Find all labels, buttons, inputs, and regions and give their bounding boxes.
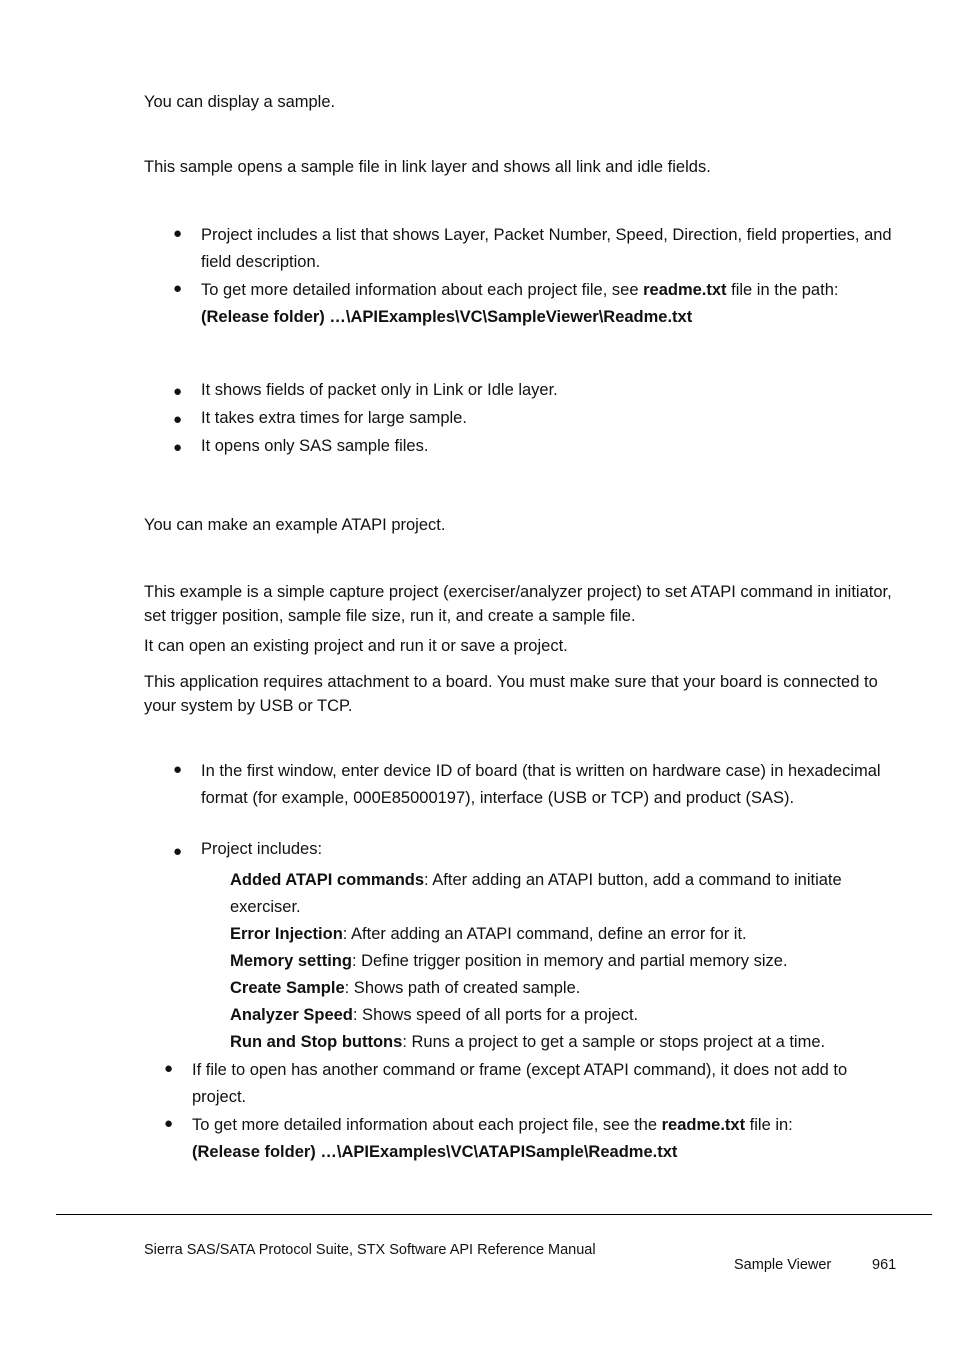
section1-intro: You can display a sample. [144, 93, 336, 111]
readme-prefix: To get more detailed information about each project file, see [201, 281, 644, 299]
project-item-term: Run and Stop buttons [230, 1033, 403, 1051]
limitation-item: It opens only SAS sample files. [201, 437, 429, 455]
bullet-icon: ● [173, 761, 183, 778]
bullet-icon: ● [173, 383, 183, 400]
bullet-icon: ● [164, 1060, 174, 1077]
readme-prefix: To get more detailed information about each project file, see the [192, 1116, 662, 1134]
section2-intro: You can make an example ATAPI project. [144, 516, 446, 534]
project-item [230, 867, 910, 921]
list-item: Project includes: [201, 840, 323, 858]
project-item-term: Memory setting [230, 952, 352, 970]
footer-page-number: 961 [872, 1257, 897, 1273]
project-item-term: Create Sample [230, 979, 345, 997]
bullet-icon: ● [173, 843, 183, 860]
footer-divider [56, 1214, 932, 1215]
list-item: If file to open has another command or frame (except ATAPI command), it does not add to project. [192, 1061, 848, 1106]
bullet-icon: ● [173, 280, 183, 297]
project-item-text: : After adding an ATAPI button, add a command to initiate exerciser. [230, 871, 842, 916]
bullet-icon: ● [164, 1115, 174, 1132]
project-item [230, 975, 910, 1002]
list-item [192, 1112, 902, 1166]
project-item-text: : Define trigger position in memory and partial memory size. [351, 952, 788, 970]
limitation-item: It takes extra times for large sample. [201, 409, 467, 427]
bullet-icon: ● [173, 439, 183, 456]
bullet-icon: ● [173, 411, 183, 428]
project-item-text: : After adding an ATAPI command, define an error for it. [342, 925, 747, 943]
project-item [230, 1029, 910, 1056]
section2-para2: It can open an existing project and run it or save a project. [144, 637, 568, 655]
section1-description: This sample opens a sample file in link layer and shows all link and idle fields. [144, 158, 711, 176]
project-item-term: Error Injection [230, 925, 343, 943]
section2-para3: This application requires attachment to a board. You must make sure that your board is connected to your system by USB or TCP. [144, 673, 878, 715]
section2-description: This example is a simple capture project (exerciser/analyzer project) to set ATAPI command in initiator, set trigger position, sample file size, run it, and create a sample file. [144, 583, 892, 625]
readme-filename: readme.txt [661, 1116, 746, 1134]
list-item [201, 277, 921, 331]
project-item-term: Added ATAPI commands [230, 871, 425, 889]
footer-section-name: Sample Viewer [734, 1257, 832, 1273]
bullet-icon: ● [173, 225, 183, 242]
project-item [230, 948, 910, 975]
project-item [230, 1002, 910, 1029]
list-item: In the first window, enter device ID of board (that is written on hardware case) in hexadecimal format (for example, 000E85000197), interface (USB or TCP) and product (SAS). [201, 762, 881, 807]
project-item-text: : Shows speed of all ports for a project. [352, 1006, 639, 1024]
limitation-item: It shows fields of packet only in Link or Idle layer. [201, 381, 558, 399]
readme-suffix: file in: [745, 1116, 793, 1134]
footer-manual-title: Sierra SAS/SATA Protocol Suite, STX Software API Reference Manual [144, 1242, 596, 1258]
readme-suffix: file in the path: [726, 281, 839, 299]
project-item-text: : Runs a project to get a sample or stops project at a time. [402, 1033, 826, 1051]
readme-path: (Release folder) …\APIExamples\VC\SampleViewer\Readme.txt [201, 308, 693, 326]
project-item-text: : Shows path of created sample. [344, 979, 581, 997]
readme-filename: readme.txt [643, 281, 727, 299]
project-item-term: Analyzer Speed [230, 1006, 353, 1024]
project-item [230, 921, 910, 948]
list-item: Project includes a list that shows Layer, Packet Number, Speed, Direction, field properties, and field description. [201, 226, 892, 271]
readme-path: (Release folder) …\APIExamples\VC\ATAPISample\Readme.txt [192, 1143, 678, 1161]
